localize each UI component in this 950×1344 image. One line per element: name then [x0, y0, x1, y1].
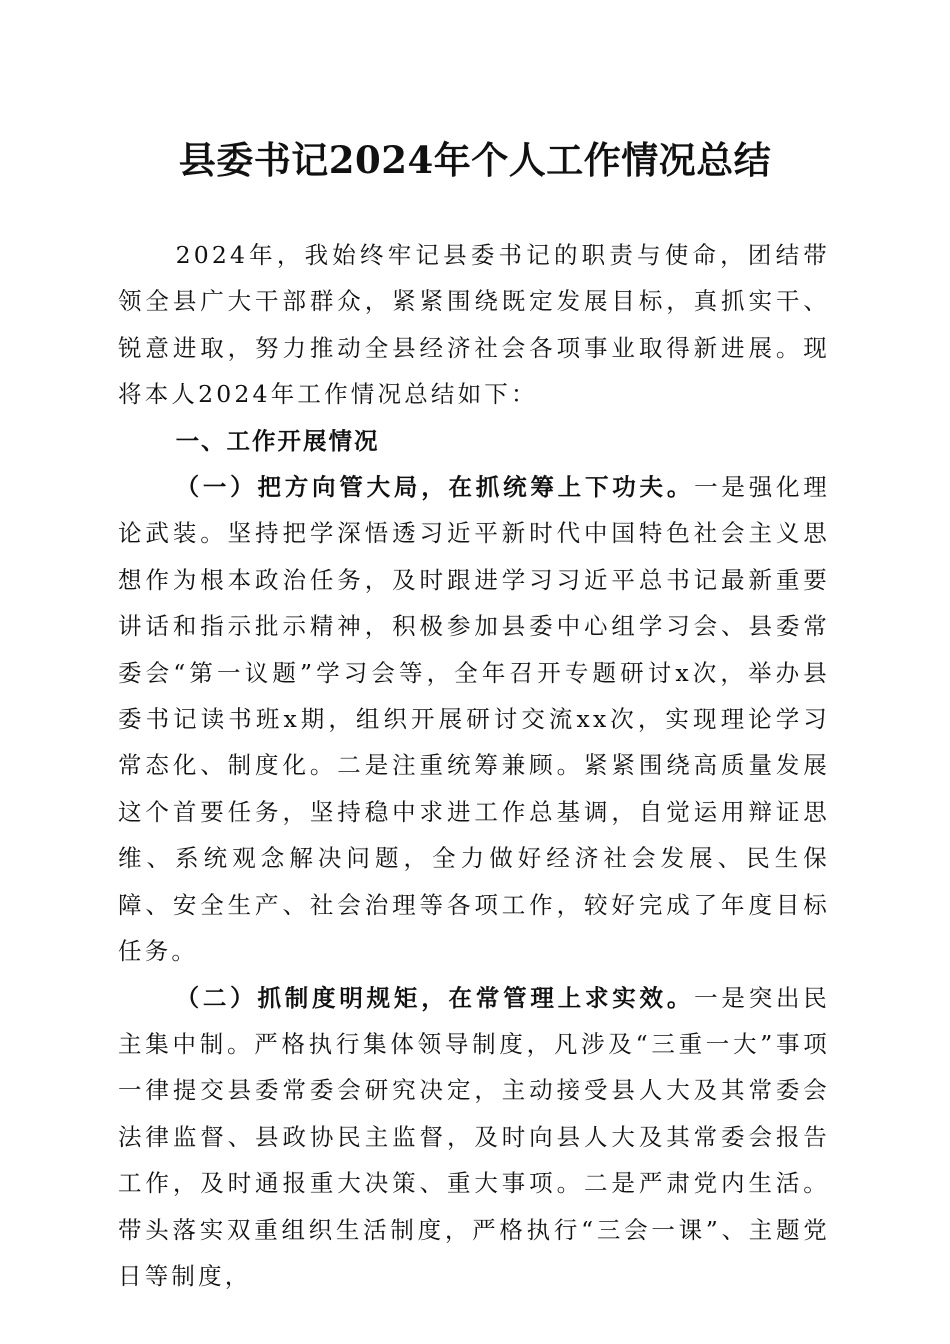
intro-paragraph: 2024年，我始终牢记县委书记的职责与使命，团结带领全县广大干部群众，紧紧围绕既定发展目标，真抓实干、锐意进取，努力推动全县经济社会各项事业取得新进展。现将本人2024年工作情况总结如下：: [118, 241, 830, 409]
paragraph-2-subheading: （二）抓制度明规矩，在常管理上求实效。: [175, 983, 695, 1012]
document-body: [118, 232, 830, 1299]
paragraph-2: [118, 975, 830, 1300]
document-title: 县委书记2024年个人工作情况总结: [178, 138, 772, 182]
paragraph-1-subheading: （一）把方向管大局，在抓统筹上下功夫。: [175, 473, 695, 502]
paragraph-1: [118, 464, 830, 974]
section-heading: 一、工作开展情况: [175, 426, 380, 455]
paragraph-2-body: 一是突出民主集中制。严格执行集体领导制度，凡涉及“三重一大”事项一律提交县委常委会研究决定，主动接受县人大及其常委会法律监督、县政协民主监督，及时向县人大及其常委会报告工作，及时通报重大决策、重大事项。二是严肃党内生活。带头落实双重组织生活制度，严格执行“三会一课”、主题党日等制度，: [118, 983, 830, 1290]
paragraph-1-body: 一是强化理论武装。坚持把学深悟透习近平新时代中国特色社会主义思想作为根本政治任务，及时跟进学习习近平总书记最新重要讲话和指示批示精神，积极参加县委中心组学习会、县委常委会“第一议题”学习会等，全年召开专题研讨x次，举办县委书记读书班x期，组织开展研讨交流xx次，实现理论学习常态化、制度化。二是注重统筹兼顾。紧紧围绕高质量发展这个首要任务，坚持稳中求进工作总基调，自觉运用辩证思维、系统观念解决问题，全力做好经济社会发展、民生保障、安全生产、社会治理等各项工作，较好完成了年度目标任务。: [118, 473, 830, 966]
